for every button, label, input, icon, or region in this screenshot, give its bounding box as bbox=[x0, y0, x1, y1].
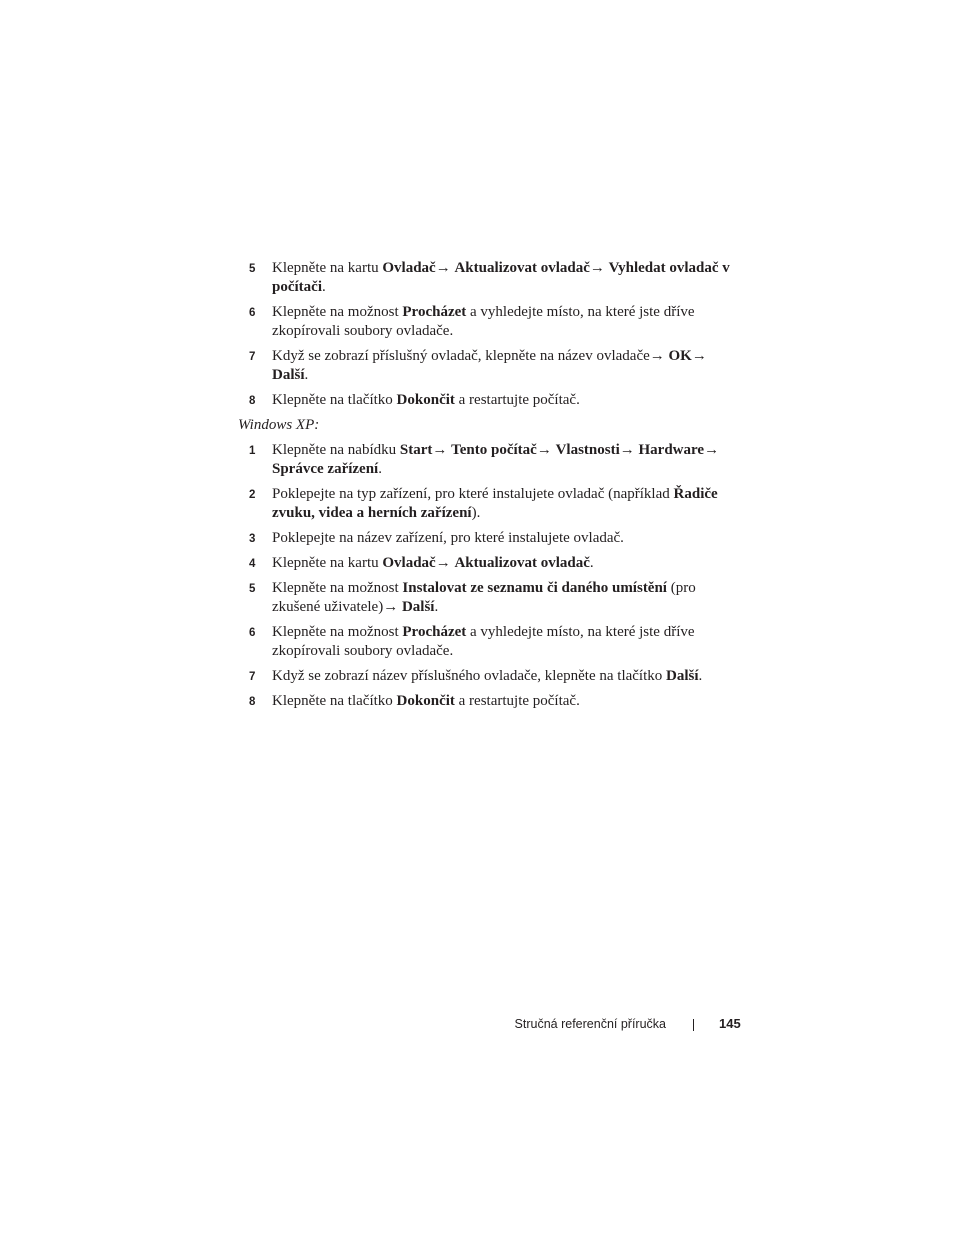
footer-separator bbox=[693, 1019, 694, 1031]
vista-step-list bbox=[238, 259, 738, 410]
step-item bbox=[238, 692, 738, 711]
ui-term: Další bbox=[666, 668, 699, 684]
step-number: 6 bbox=[249, 307, 256, 319]
ui-term: Procházet bbox=[402, 304, 467, 320]
ui-term: Aktualizovat ovladač bbox=[454, 555, 590, 571]
step-text-run: Klepněte na nabídku bbox=[272, 442, 400, 458]
step-text bbox=[272, 486, 718, 521]
ui-term: Další bbox=[272, 367, 305, 383]
step-text-run: → bbox=[432, 442, 452, 458]
step-text bbox=[272, 580, 696, 615]
step-number: 2 bbox=[249, 489, 256, 501]
ui-term: Dokončit bbox=[396, 693, 455, 709]
ui-term: Start bbox=[399, 442, 433, 458]
step-number: 7 bbox=[249, 351, 256, 363]
step-text-run: Klepněte na tlačítko bbox=[272, 693, 397, 709]
step-item bbox=[238, 554, 738, 573]
step-text-run: . bbox=[589, 555, 594, 571]
step-text-run: → bbox=[649, 348, 669, 364]
step-item bbox=[238, 485, 738, 523]
ui-term: Tento počítač bbox=[451, 442, 537, 458]
step-text-run: Klepněte na kartu bbox=[272, 555, 383, 571]
step-text-run: → bbox=[435, 555, 455, 571]
ui-term: Další bbox=[401, 599, 435, 615]
step-text bbox=[272, 555, 594, 571]
step-text-run: Klepněte na možnost bbox=[272, 580, 403, 596]
step-text bbox=[272, 624, 695, 659]
document-body bbox=[238, 259, 738, 717]
step-text-run: . bbox=[434, 599, 439, 615]
step-text-run: a restartujte počítač. bbox=[454, 392, 580, 408]
step-text-run: Klepněte na možnost bbox=[272, 304, 403, 320]
step-item bbox=[238, 623, 738, 661]
ui-term: Dokončit bbox=[396, 392, 455, 408]
step-text bbox=[272, 304, 695, 339]
step-text-run: Když se zobrazí příslušný ovladač, klepněte na název ovladače bbox=[272, 348, 650, 364]
step-text bbox=[272, 348, 707, 383]
page-footer bbox=[0, 1014, 954, 1034]
ui-term: Hardware bbox=[638, 442, 705, 458]
step-text-run: a vyhledejte místo, na které jste dříve zkopírovali soubory ovladače. bbox=[272, 624, 695, 659]
ui-term: Aktualizovat ovladač bbox=[454, 260, 590, 276]
step-text-run: Když se zobrazí název příslušného ovladače, klepněte na tlačítko bbox=[272, 668, 667, 684]
ui-term: Instalovat ze seznamu či daného umístění bbox=[402, 580, 667, 596]
step-text-run: Klepněte na tlačítko bbox=[272, 392, 397, 408]
step-text-run: Klepněte na možnost bbox=[272, 624, 403, 640]
step-text bbox=[272, 392, 580, 408]
step-text-run: → bbox=[691, 348, 707, 364]
step-item bbox=[238, 303, 738, 341]
step-number: 5 bbox=[249, 263, 256, 275]
step-number: 8 bbox=[249, 696, 256, 708]
step-text-run: → bbox=[589, 260, 609, 276]
step-number: 6 bbox=[249, 627, 256, 639]
step-text-run: (pro zkušené uživatele) bbox=[272, 580, 696, 615]
step-text-run: Klepněte na kartu bbox=[272, 260, 383, 276]
step-text bbox=[272, 260, 730, 295]
step-number: 1 bbox=[249, 445, 256, 457]
step-number: 4 bbox=[249, 558, 256, 570]
step-text-run: → bbox=[619, 442, 639, 458]
page-number: 145 bbox=[719, 1016, 741, 1031]
step-number: 3 bbox=[249, 533, 256, 545]
step-item bbox=[238, 441, 738, 479]
step-text-run: . bbox=[698, 668, 703, 684]
step-item bbox=[238, 347, 738, 385]
step-number: 7 bbox=[249, 671, 256, 683]
step-text-run: . bbox=[304, 367, 309, 383]
windows-xp-subheading: Windows XP: bbox=[238, 417, 320, 433]
step-item bbox=[238, 667, 738, 686]
step-text-run: ). bbox=[471, 505, 481, 521]
step-text-run: Poklepejte na typ zařízení, pro které instalujete ovladač (například bbox=[272, 486, 674, 502]
step-item bbox=[238, 529, 738, 548]
ui-term: Procházet bbox=[402, 624, 467, 640]
ui-term: Vlastnosti bbox=[555, 442, 620, 458]
ui-term: Vyhledat ovladač v počítači bbox=[272, 260, 730, 295]
step-text-run: . bbox=[322, 279, 326, 295]
step-number: 5 bbox=[249, 583, 256, 595]
step-text-run: Poklepejte na název zařízení, pro které instalujete ovladač. bbox=[272, 530, 624, 546]
step-text-run: → bbox=[435, 260, 455, 276]
xp-step-list bbox=[238, 441, 738, 711]
step-text bbox=[272, 530, 624, 546]
step-text bbox=[272, 442, 719, 477]
ui-term: Správce zařízení bbox=[272, 461, 379, 477]
footer-guide-title: Stručná referenční příručka bbox=[514, 1017, 666, 1031]
ui-term: OK bbox=[668, 348, 692, 364]
step-text-run: . bbox=[378, 461, 382, 477]
step-number: 8 bbox=[249, 395, 256, 407]
ui-term: Řadiče zvuku, videa a herních zařízení bbox=[272, 486, 718, 521]
step-item bbox=[238, 391, 738, 410]
step-text-run: → bbox=[536, 442, 556, 458]
step-item bbox=[238, 579, 738, 617]
step-item bbox=[238, 259, 738, 297]
step-text bbox=[272, 693, 580, 709]
step-text bbox=[272, 668, 702, 684]
ui-term: Ovladač bbox=[382, 555, 436, 571]
step-text-run: a vyhledejte místo, na které jste dříve zkopírovali soubory ovladače. bbox=[272, 304, 695, 339]
step-text-run: a restartujte počítač. bbox=[454, 693, 580, 709]
step-text-run: → bbox=[704, 442, 720, 458]
ui-term: Ovladač bbox=[382, 260, 436, 276]
step-text-run: → bbox=[383, 599, 402, 615]
